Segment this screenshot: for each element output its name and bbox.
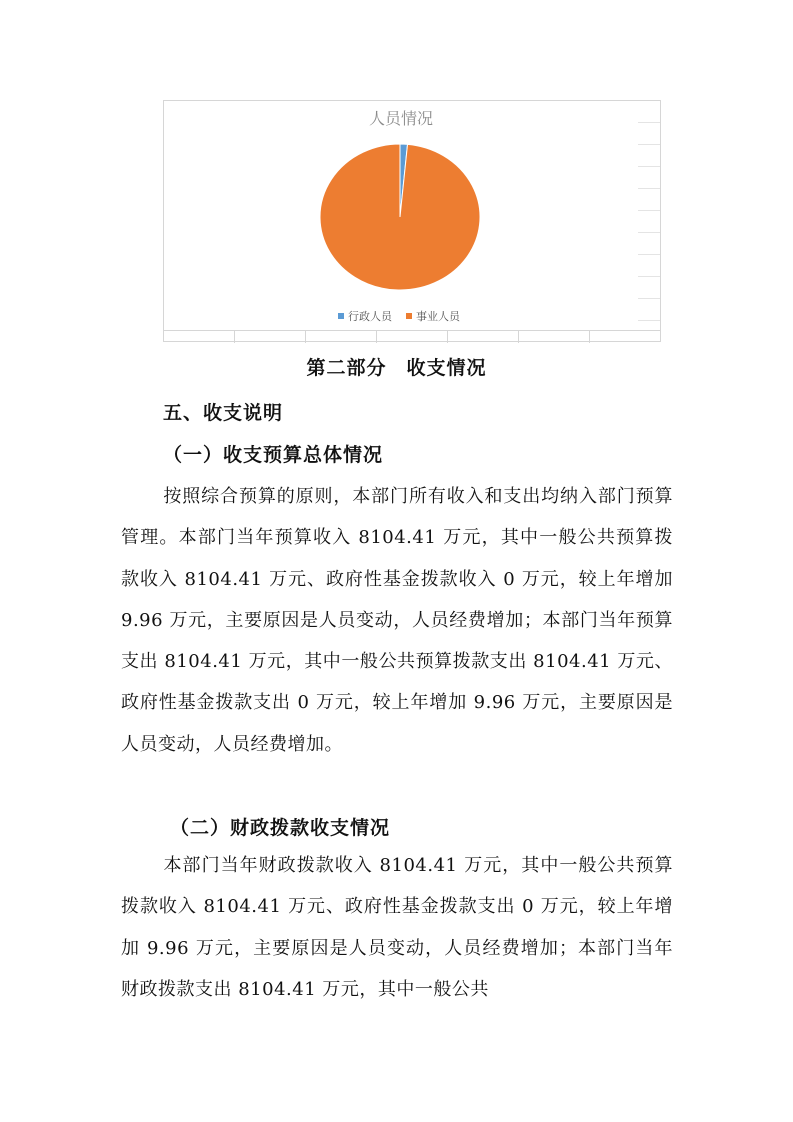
sheet-gridlines-bottom: [163, 330, 661, 343]
chart-legend: [338, 308, 460, 324]
paragraph-fiscal-appropriation-text: 本部门当年财政拨款收入 8104.41 万元，其中一般公共预算拨款收入 8104.41 万元、政府性基金拨款支出 0 万元，较上年增加 9.96 万元，主要原因是人员变动，人员经费增加；本部门当年财政拨款支出 8104.41 万元，其中一般公共: [121, 855, 673, 1000]
paragraph-fiscal-appropriation: [121, 845, 673, 1010]
chart-title: 人员情况: [368, 109, 433, 128]
section-title: 第二部分 收支情况: [306, 357, 487, 379]
legend-item-institution: [406, 308, 460, 324]
heading-budget-explanation: 五、收支说明: [163, 402, 284, 424]
legend-label-admin: 行政人员: [348, 310, 392, 323]
legend-swatch-admin: [338, 313, 344, 319]
pie-slice-1: [320, 144, 480, 290]
pie-chart: [318, 142, 482, 292]
sheet-gridlines-right: [638, 100, 660, 342]
legend-item-admin: [338, 308, 392, 324]
paragraph-overall-budget: [121, 476, 673, 765]
legend-swatch-institution: [406, 313, 412, 319]
subheading-overall-budget: （一）收支预算总体情况: [163, 444, 384, 466]
paragraph-overall-budget-text: 按照综合预算的原则，本部门所有收入和支出均纳入部门预算管理。本部门当年预算收入 8104.41 万元，其中一般公共预算拨款收入 8104.41 万元、政府性基金拨款收入 0 万元，较上年增加 9.96 万元，主要原因是人员变动，人员经费增加；本部门当年预算支出 8104.41 万元，其中一般公共预算拨款支出 8104.41 万元、政府性基金拨款支出 0 万元，较上年增加 9.96 万元，主要原因是人员变动，人员经费增加。: [121, 486, 673, 755]
legend-label-institution: 事业人员: [416, 310, 460, 323]
subheading-fiscal-appropriation: （二）财政拨款收支情况: [170, 817, 391, 839]
